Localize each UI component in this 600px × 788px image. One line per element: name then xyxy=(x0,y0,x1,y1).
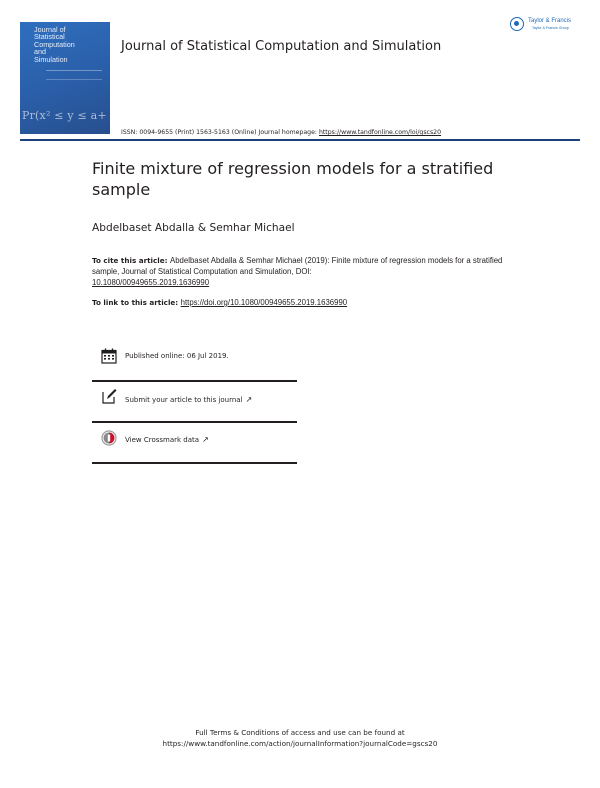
cover-fine-print xyxy=(46,70,102,80)
external-link-icon: ↗ xyxy=(202,435,209,444)
journal-title: Journal of Statistical Computation and Simulation xyxy=(121,39,442,54)
citation-doi-link[interactable]: 10.1080/00949655.2019.1636990 xyxy=(92,278,210,288)
link-label: To link to this article: xyxy=(92,298,181,307)
edit-note-icon xyxy=(101,388,117,404)
info-divider xyxy=(92,462,297,464)
article-authors: Abdelbaset Abdalla & Semhar Michael xyxy=(92,222,295,234)
publisher-subname: Taylor & Francis Group xyxy=(532,26,569,30)
cover-title-line: Computation xyxy=(34,39,75,49)
cover-title-line: Statistical xyxy=(34,32,65,42)
journal-homepage-link[interactable]: https://www.tandfonline.com/loi/gscs20 xyxy=(318,129,442,136)
publisher-logo-icon xyxy=(510,17,524,31)
crossmark-row[interactable] xyxy=(92,423,297,463)
published-online-row xyxy=(92,340,297,380)
citation-label: To cite this article: xyxy=(92,256,170,265)
crossmark-text: View Crossmark data xyxy=(125,436,200,444)
cover-title-line: Journal of xyxy=(34,25,66,34)
crossmark-icon xyxy=(101,430,117,446)
cover-title-line: and xyxy=(34,47,46,57)
terms-footer xyxy=(0,727,600,749)
external-link-icon: ↗ xyxy=(245,395,253,404)
submit-article-text: Submit your article to this journal xyxy=(125,396,243,404)
cover-title xyxy=(34,26,108,63)
published-online-text: Published online: 06 Jul 2019. xyxy=(125,352,229,360)
publisher-logo[interactable] xyxy=(510,17,585,35)
article-title: Finite mixture of regression models for a stratified sample xyxy=(92,159,494,199)
issn-line xyxy=(121,129,441,136)
submit-article-link[interactable] xyxy=(125,395,252,404)
footer-terms-link[interactable]: https://www.tandfonline.com/action/journalInformation?journalCode=gscs20 xyxy=(162,739,438,748)
calendar-icon xyxy=(101,348,117,364)
citation-text: Abdelbaset Abdalla & Semhar Michael (2019): Finite mixture of regression models for a stratified sample, Journal of Statistical Computation and Simulation, DOI: xyxy=(92,256,503,277)
publisher-name: Taylor & Francis xyxy=(528,18,572,24)
citation-block xyxy=(92,255,512,289)
cover-formula: Pr(x² ≤ y ≤ a+ t) = P1 xyxy=(22,109,152,122)
issn-text: ISSN: 0094-9655 (Print) 1563-5163 (Online) Journal homepage: xyxy=(121,129,319,136)
header-divider xyxy=(20,139,580,141)
submit-article-row[interactable] xyxy=(92,382,297,422)
article-link-line xyxy=(92,298,512,307)
article-doi-link[interactable]: https://doi.org/10.1080/00949655.2019.1636990 xyxy=(180,298,348,307)
cover-title-line: Simulation xyxy=(34,54,68,64)
crossmark-link[interactable] xyxy=(125,435,209,444)
footer-terms-text: Full Terms & Conditions of access and use can be found at xyxy=(195,728,405,737)
journal-cover-image xyxy=(20,22,152,134)
